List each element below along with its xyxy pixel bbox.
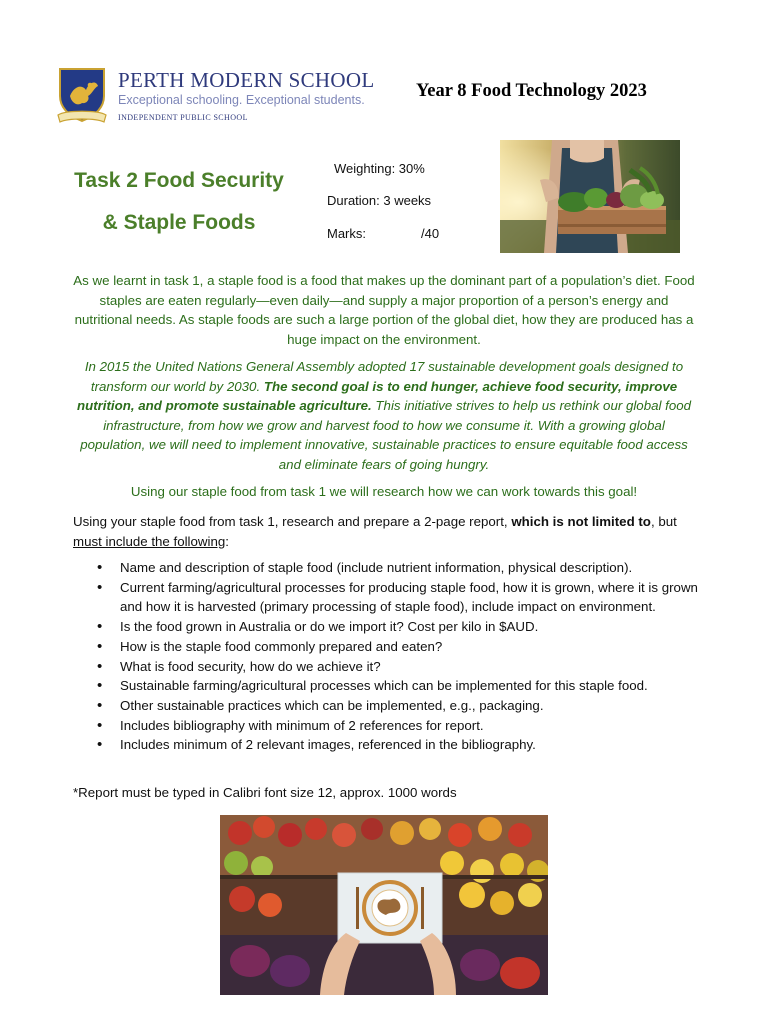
requirement-item: • Is the food grown in Australia or do we import it? Cost per kilo in $AUD. (96, 617, 706, 637)
course-title: Year 8 Food Technology 2023 (416, 81, 647, 101)
food-security-card-photo (220, 815, 548, 995)
sdg-paragraph (72, 357, 696, 474)
sdg-text-part-1: In 2015 the United Nations General Assembly adopted 17 sustainable development goals designed to transform our world by 2030. (84, 359, 684, 394)
requirement-item: • Current farming/agricultural processes for producing staple food, how it is grown, where it is grown and how it is harvested (primary processing of staple food), include impact on environment. (96, 578, 706, 617)
instructions-part-3: : (225, 533, 229, 549)
goal-statement: Using our staple food from task 1 we will research how we can work towards this goal! (130, 484, 638, 499)
school-tagline: Exceptional schooling. Exceptional students. (118, 93, 365, 107)
requirement-item: • Includes minimum of 2 relevant images, referenced in the bibliography. (96, 735, 706, 755)
instructions-bold: which is not limited to (511, 514, 651, 529)
intro-paragraph: As we learnt in task 1, a staple food is a food that makes up the dominant part of a population’s diet. Food staples are eaten regularly—even daily—and supply a major proportion of a person’s energy and nutritional needs. As staple foods are such a large portion of the global diet, how they are produced has a huge impact on the environment. (73, 273, 695, 347)
weighting-label: Weighting: 30% (334, 161, 425, 176)
instructions-part-2: , but (650, 514, 677, 529)
task-title (58, 160, 300, 244)
marks-label: Marks: (327, 226, 366, 241)
sdg-text-part-2: This initiative strives to help us rethink our global food infrastructure, from how we grow and harvest food to how we consume it. With a growing global population, we will need to implement innovative, sustainable practices to ensure equitable food access and eliminate fears of going hungry. (80, 398, 692, 472)
school-crest-logo (56, 66, 108, 124)
instructions-part-1: Using your staple food from task 1, research and prepare a 2-page report, (73, 514, 512, 529)
requirement-item: • Includes bibliography with minimum of 2 references for report. (96, 716, 706, 736)
requirement-item: • How is the staple food commonly prepared and eaten? (96, 637, 706, 657)
requirements-list (96, 558, 706, 755)
sdg-goal-bold: The second goal is to end hunger, achieve food security, improve nutrition, and promote sustainable agriculture. (76, 378, 678, 413)
marks-value: /40 (421, 226, 440, 241)
task-title-line-2: & Staple Foods (102, 211, 256, 234)
farmer-vegetables-photo (500, 140, 680, 253)
requirement-item: • Name and description of staple food (include nutrient information, physical description). (96, 558, 706, 578)
requirement-item: • What is food security, how do we achieve it? (96, 657, 706, 677)
instructions-underlined: must include the following (73, 533, 226, 549)
report-format-note: *Report must be typed in Calibri font size 12, approx. 1000 words (73, 785, 457, 800)
instructions-paragraph (73, 512, 703, 551)
school-subtitle: INDEPENDENT PUBLIC SCHOOL (118, 113, 248, 122)
school-name: PERTH MODERN SCHOOL (118, 68, 375, 92)
requirement-item: • Other sustainable practices which can be implemented, e.g., packaging. (96, 696, 706, 716)
duration-label: Duration: 3 weeks (327, 193, 432, 208)
requirement-item: • Sustainable farming/agricultural processes which can be implemented for this staple food. (96, 676, 706, 696)
task-title-line-1: Task 2 Food Security (74, 169, 284, 192)
